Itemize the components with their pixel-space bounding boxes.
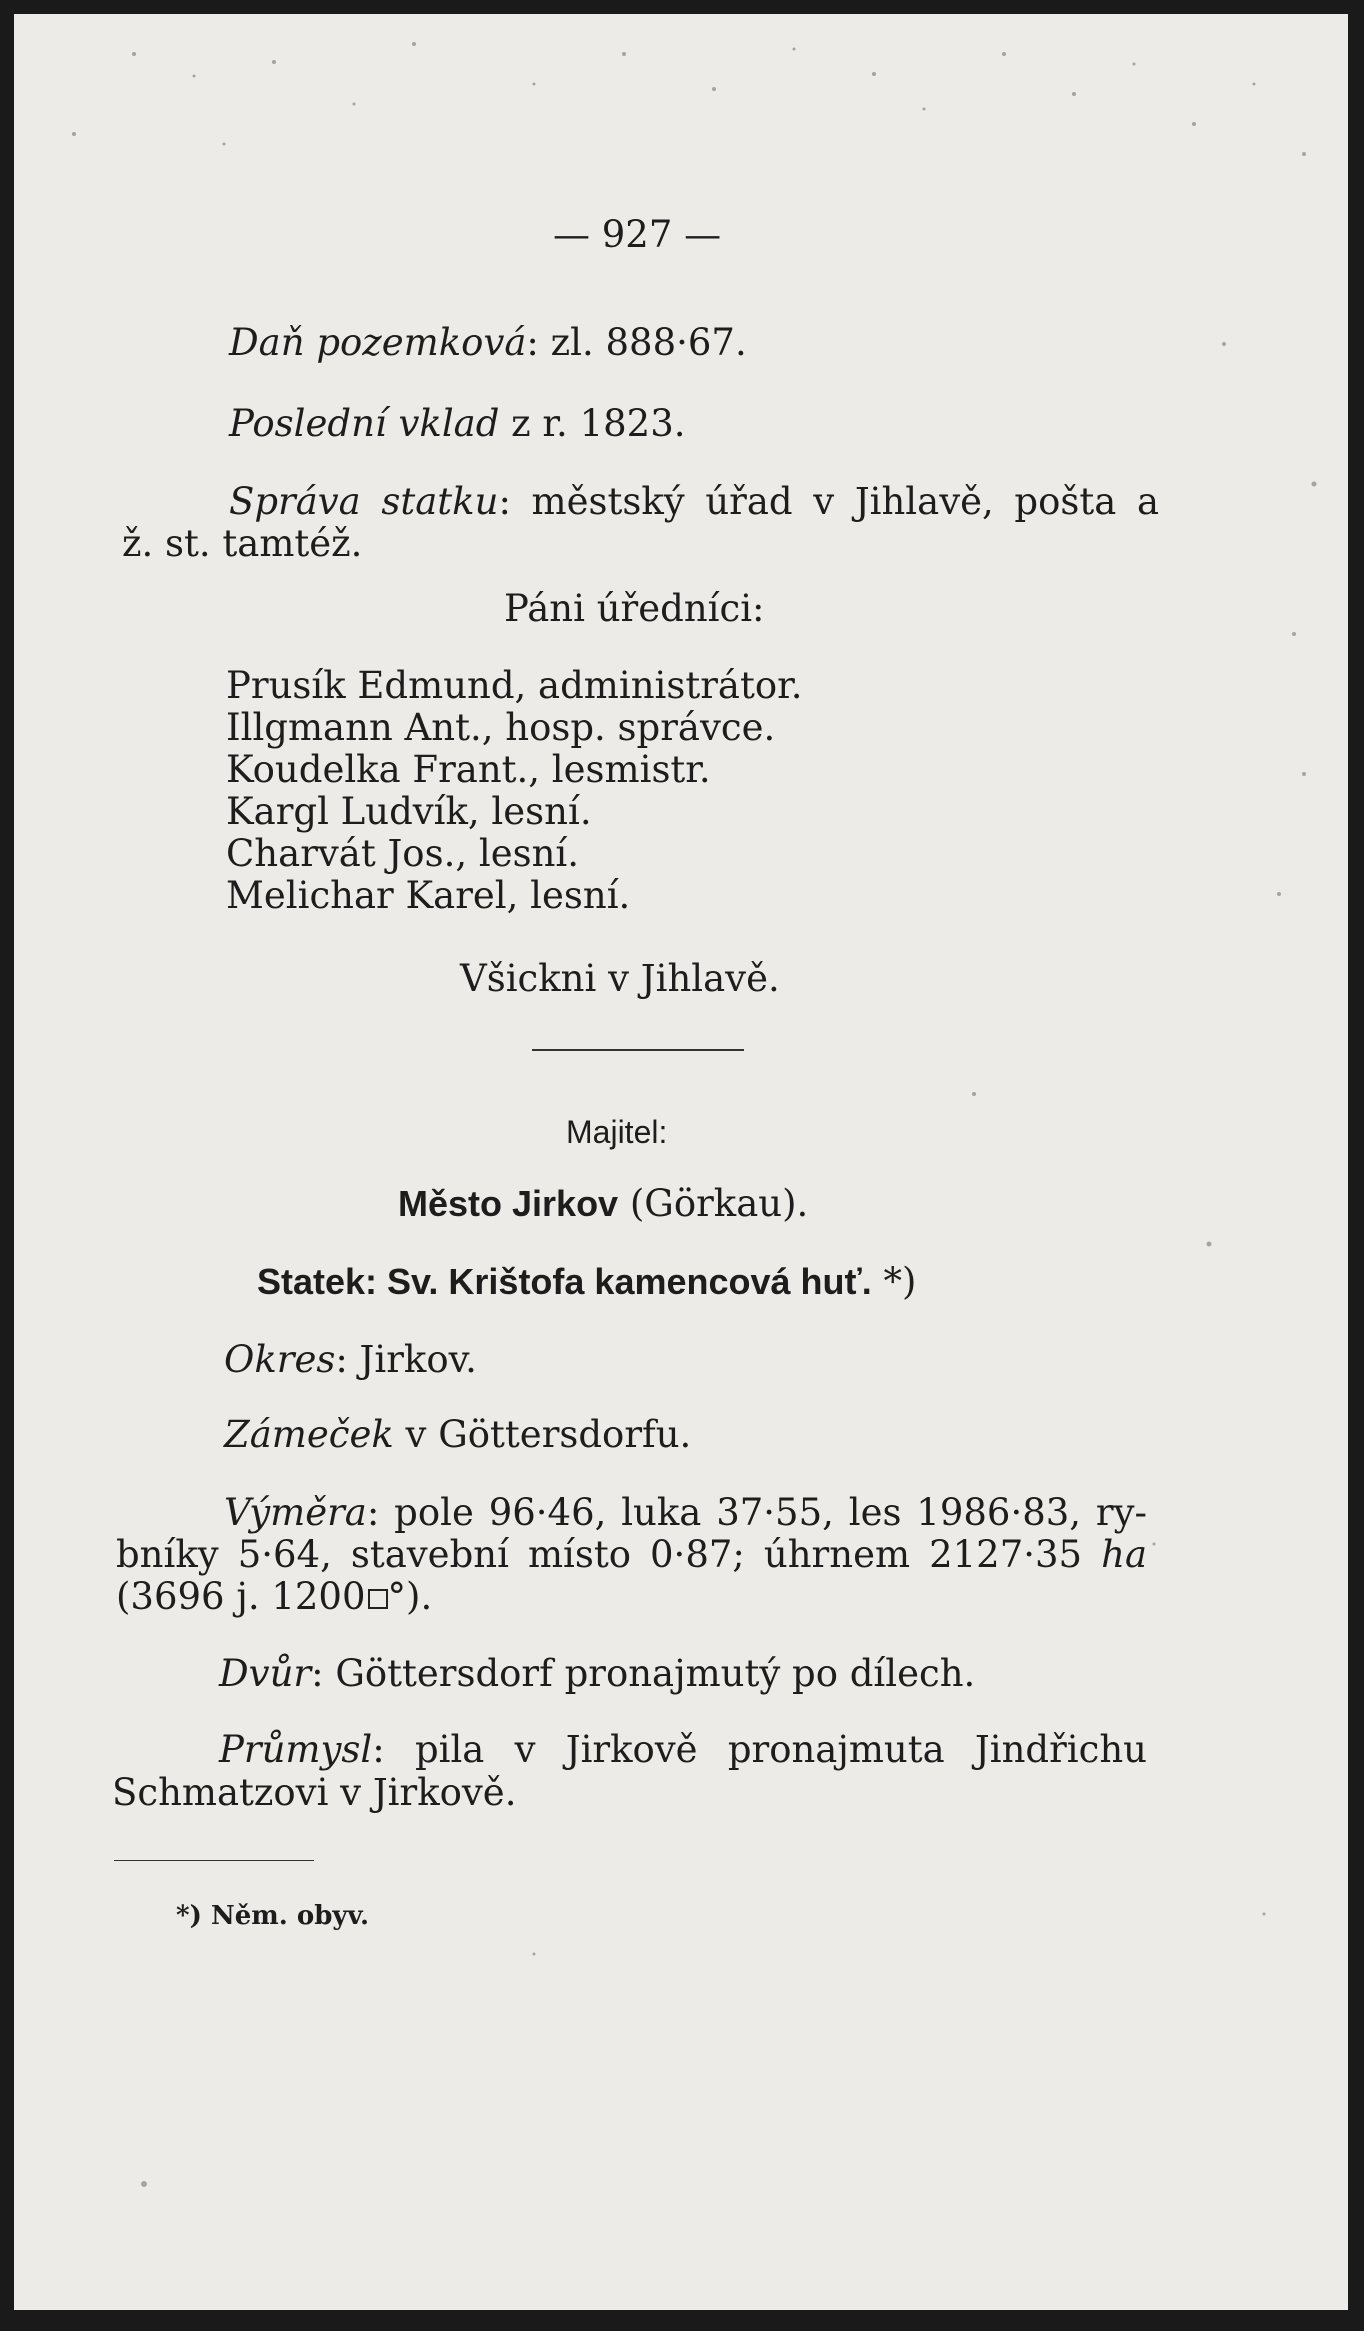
area-values-2: bníky 5·64, stavební místo 0·87; úhrnem 2127·35 [116,1533,1083,1576]
farm-value: : Göttersdorf pronajmutý po dílech. [311,1652,976,1695]
owner-line [398,1183,808,1225]
administration-label: Správa statku [229,480,499,523]
area-values-1: : pole 96·46, luka 37·55, les 1986·83, ry- [366,1491,1147,1534]
last-deposit-line [229,403,686,445]
last-deposit-value: z r. 1823. [499,402,686,445]
area-label: Výměra [224,1491,367,1534]
land-tax-line [229,322,747,364]
estate-title: Statek: Sv. Krištofa kamencová huť. [257,1261,872,1302]
industry-value-1: : pila v Jirkově pronajmuta Jindřichu [372,1728,1147,1771]
official-6: Melichar Karel, lesní. [226,874,631,917]
industry-label: Průmysl [219,1728,373,1771]
manor-line [224,1414,691,1456]
square-fathom-symbol [368,1589,388,1609]
farm-label: Dvůr [219,1652,312,1695]
area-values-3-end: °). [387,1575,433,1618]
official-3: Koudelka Frant., lesmistr. [226,748,711,791]
estate-line [257,1261,916,1303]
district-value: : Jirkov. [335,1338,477,1381]
page-number: — 927 — [553,213,722,256]
area-line-1 [224,1492,1147,1534]
administration-line-1 [229,481,1159,523]
land-tax-label: Daň pozemková [229,321,527,364]
area-values-3: (3696 j. 1200 [116,1575,366,1618]
owner-name: Město Jirkov [398,1183,619,1224]
estate-note-mark: *) [871,1260,917,1303]
industry-line-1 [219,1729,1147,1771]
footnote-divider [114,1860,314,1861]
section-divider [532,1049,744,1051]
district-line [224,1339,477,1381]
book-page [14,14,1348,2310]
area-unit: ha [1101,1533,1147,1576]
area-line-3 [116,1576,432,1618]
manor-label: Zámeček [224,1413,394,1456]
district-label: Okres [224,1338,336,1381]
official-2: Illgmann Ant., hosp. správce. [226,706,776,749]
official-4: Kargl Ludvík, lesní. [226,790,592,833]
industry-line-2: Schmatzovi v Jirkově. [112,1771,517,1814]
officials-location: Všickni v Jihlavě. [460,957,780,1000]
administration-value: : městský úřad v Jihlavě, pošta a [498,480,1159,523]
owner-label: Majitel: [566,1114,668,1150]
official-5: Charvát Jos., lesní. [226,832,579,875]
farm-line [219,1653,975,1695]
officials-heading: Páni úředníci: [504,587,765,630]
owner-german-name: (Görkau). [618,1182,809,1225]
administration-line-2: ž. st. tamtéž. [122,522,363,565]
land-tax-value: : zl. 888·67. [526,321,747,364]
area-line-2 [116,1534,1147,1576]
last-deposit-label: Poslední vklad [229,402,500,445]
manor-value: v Göttersdorfu. [393,1413,692,1456]
official-1: Prusík Edmund, administrátor. [226,664,803,707]
footnote: *) Něm. obyv. [176,1901,370,1931]
